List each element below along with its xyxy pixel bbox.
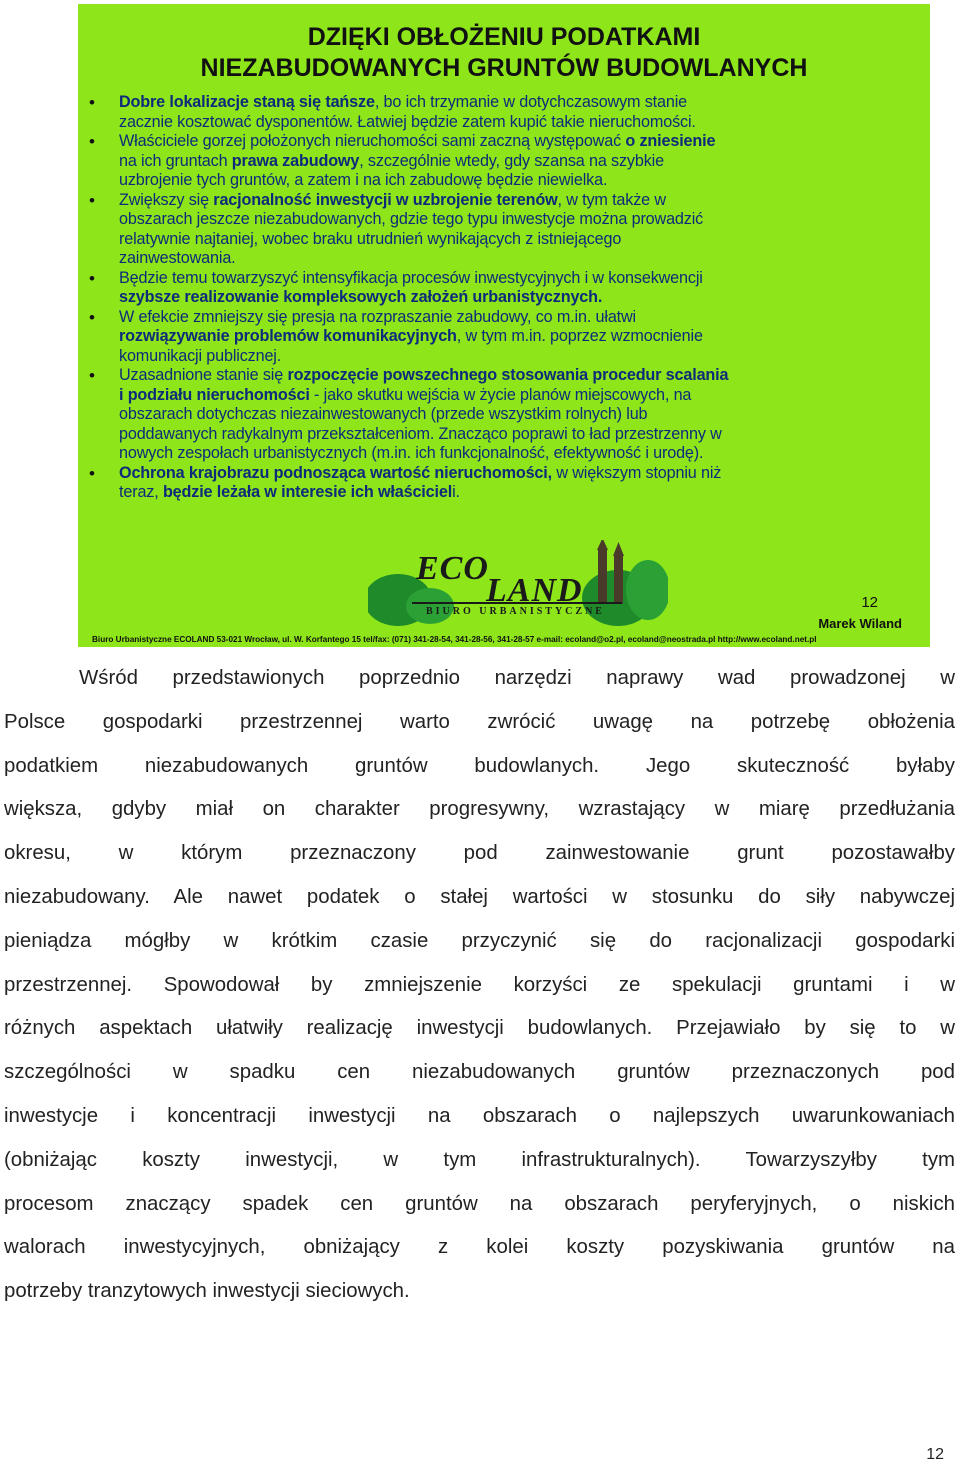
bold-run: prawa zabudowy (231, 151, 360, 170)
slide-bullet-line (119, 308, 916, 328)
bold-run: racjonalność inwestycji w uzbrojenie terenów (213, 190, 558, 209)
slide-bullet-line (119, 93, 916, 113)
bold-run: Ochrona krajobrazu podnosząca wartość nieruchomości, (119, 463, 552, 482)
slide-bullet-line (119, 347, 916, 367)
body-text-line: podatkiem niezabudowanych gruntów budowlanych. Jego skuteczność byłaby (4, 754, 955, 777)
body-text-line: niezabudowany. Ale nawet podatek o stałej wartości w stosunku do siły nabywczej (4, 885, 955, 908)
body-text-line: szczególności w spadku cen niezabudowanych gruntów przeznaczonych pod (4, 1061, 955, 1084)
slide-bullet-line (119, 191, 916, 211)
slide-title-line: DZIĘKI OBŁOŻENIU PODATKAMI (307, 23, 701, 51)
text-run: zacznie kosztować dysponentów. Łatwiej będzie zatem kupić takie nieruchomości. (119, 112, 696, 131)
slide-bullet-line (119, 269, 916, 289)
slide-bullet-item (86, 308, 916, 367)
slide-bullet-item (86, 191, 916, 269)
bold-run: szybsze realizowanie kompleksowych założeń urbanistycznych. (119, 288, 603, 306)
text-run: obszarach jeszcze niezabudowanych, gdzie tego typu inwestycje można prowadzić (119, 210, 704, 228)
slide-bullet-line (119, 113, 916, 133)
text-run: uzbrojenie tych gruntów, a zatem i na ich zabudowę będzie niewielka. (119, 171, 608, 189)
text-run: obszarach dotychczas niezainwestowanych (przede wszystkim rolnych) lub (119, 405, 648, 423)
body-paragraph (4, 657, 955, 1314)
text-run: komunikacji publicznej. (119, 346, 282, 365)
body-text-line: pieniądza mógłby w krótkim czasie przyczynić się do racjonalizacji gospodarki (4, 929, 955, 952)
text-run: , szczególnie wtedy, gdy szansa na szybkie (359, 151, 664, 170)
slide-bullet-line (119, 405, 916, 425)
slide-bullet-line (119, 444, 916, 464)
text-run: Będzie temu towarzyszyć intensyfikacja procesów inwestycyjnych i w konsekwencji (119, 268, 703, 287)
logo-word-eco: ECO (416, 550, 489, 587)
text-run: , w tym m.in. poprzez wzmocnienie (456, 327, 703, 345)
text-run: i. (452, 483, 460, 501)
logo-subtitle: BIURO URBANISTYCZNE (426, 606, 605, 617)
slide-bullet-item (86, 269, 916, 308)
slide-bullet-item (86, 464, 916, 503)
slide-bullet-item (86, 93, 916, 132)
text-run: , bo ich trzymanie w dotychczasowym stanie (374, 93, 688, 111)
text-run: Uzasadnione stanie się (119, 366, 288, 384)
slide-bullet-line (119, 210, 916, 230)
bold-run: o zniesienie (625, 132, 716, 150)
body-text-line: walorach inwestycyjnych, obniżający z kolei koszty pozyskiwania gruntów na (4, 1236, 955, 1259)
text-run: , w tym także w (557, 190, 666, 209)
slide-bullet-line (119, 230, 916, 250)
slide-bullet-item (86, 132, 916, 191)
text-run: Zwiększy się (119, 190, 214, 209)
body-text-line: większa, gdyby miał on charakter progresywny, wzrastający w miarę przedłużania (4, 798, 955, 821)
body-text-line: różnych aspektach ułatwiły realizację inwestycji budowlanych. Przejawiało by się to w (4, 1017, 955, 1040)
body-text-line: (obniżając koszty inwestycji, w tym infrastrukturalnych). Towarzyszyłby tym (4, 1148, 955, 1171)
bold-run: będzie leżała w interesie ich właściciel (162, 483, 453, 501)
text-run: Właściciele gorzej położonych nieruchomości sami zaczną występować (119, 132, 626, 150)
body-text-line: procesom znaczący spadek cen gruntów na obszarach peryferyjnych, o niskich (4, 1192, 955, 1215)
bold-run: rozpoczęcie powszechnego stosowania procedur scalania (287, 366, 729, 384)
slide-bullet-line (119, 366, 916, 386)
text-run: relatywnie najtaniej, wobec braku utrudnień wynikających z istniejącego (119, 229, 622, 248)
ecoland-logo (368, 540, 668, 626)
bold-run: rozwiązywanie problemów komunikacyjnych (119, 327, 457, 345)
bold-run: Dobre lokalizacje staną się tańsze (119, 93, 375, 111)
slide-bullet-line (119, 464, 916, 484)
body-text-line: okresu, w którym przeznaczony pod zainwestowanie grunt pozostawałby (4, 842, 955, 865)
text-run: w większym stopniu niż (551, 463, 722, 482)
text-run: W efekcie zmniejszy się presja na rozpraszanie zabudowy, co m.in. ułatwi (119, 307, 637, 326)
slide-bullet-line (119, 425, 916, 445)
text-run: zainwestowania. (119, 249, 236, 267)
slide-bullet-line (119, 152, 916, 172)
slide-bullet-line (119, 386, 916, 406)
slide-bullet-line (119, 327, 916, 347)
slide-bullet-item (86, 366, 916, 464)
slide-author: Marek Wiland (818, 616, 902, 631)
body-text-line: przestrzennej. Spowodował by zmniejszenie korzyści ze spekulacji gruntami i w (4, 973, 955, 996)
slide-footer-contact: Biuro Urbanistyczne ECOLAND 53-021 Wrocław, ul. W. Korfantego 15 tel/fax: (071) 341-28-54, 341-28-56, 341-28-57 e-mail: ecoland@o2.pl, ecoland@neostrada.pl http://www.ecoland.net.pl (92, 635, 817, 644)
slide-bullet-line (119, 288, 916, 308)
slide-number: 12 (861, 594, 878, 611)
slide-bullet-line (119, 171, 916, 191)
slide-bullet-line (119, 132, 916, 152)
text-run: - jako skutku wejścia w życie planów miejscowych, na (309, 385, 692, 404)
body-text-line: Wśród przedstawionych poprzednio narzędzi naprawy wad prowadzonej w (79, 667, 955, 689)
text-run: teraz, (119, 483, 163, 501)
presentation-slide (78, 4, 930, 647)
body-text-line: potrzeby tranzytowych inwestycji sieciowych. (4, 1280, 410, 1303)
page-number: 12 (926, 1446, 944, 1463)
text-run: nowych zespołach urbanistycznych (m.in. ich funkcjonalność, efektywność i urodę). (119, 444, 704, 462)
body-text-line: Polsce gospodarki przestrzennej warto zwrócić uwagę na potrzebę obłożenia (4, 710, 955, 733)
slide-bullet-list (86, 93, 916, 503)
slide-bullet-line (119, 249, 916, 269)
logo-word-land: LAND (486, 572, 583, 609)
slide-bullet-line (119, 483, 916, 503)
bold-run: i podziału nieruchomości (119, 385, 310, 404)
text-run: na ich gruntach (119, 151, 232, 170)
slide-title-line: NIEZABUDOWANYCH GRUNTÓW BUDOWLANYCH (200, 54, 808, 82)
body-text-line: inwestycje i koncentracji inwestycji na obszarach o najlepszych uwarunkowaniach (4, 1104, 955, 1127)
slide-title (78, 22, 930, 84)
text-run: poddawanych radykalnym przekształceniom. Znacząco poprawi to ład przestrzenny w (119, 424, 722, 443)
